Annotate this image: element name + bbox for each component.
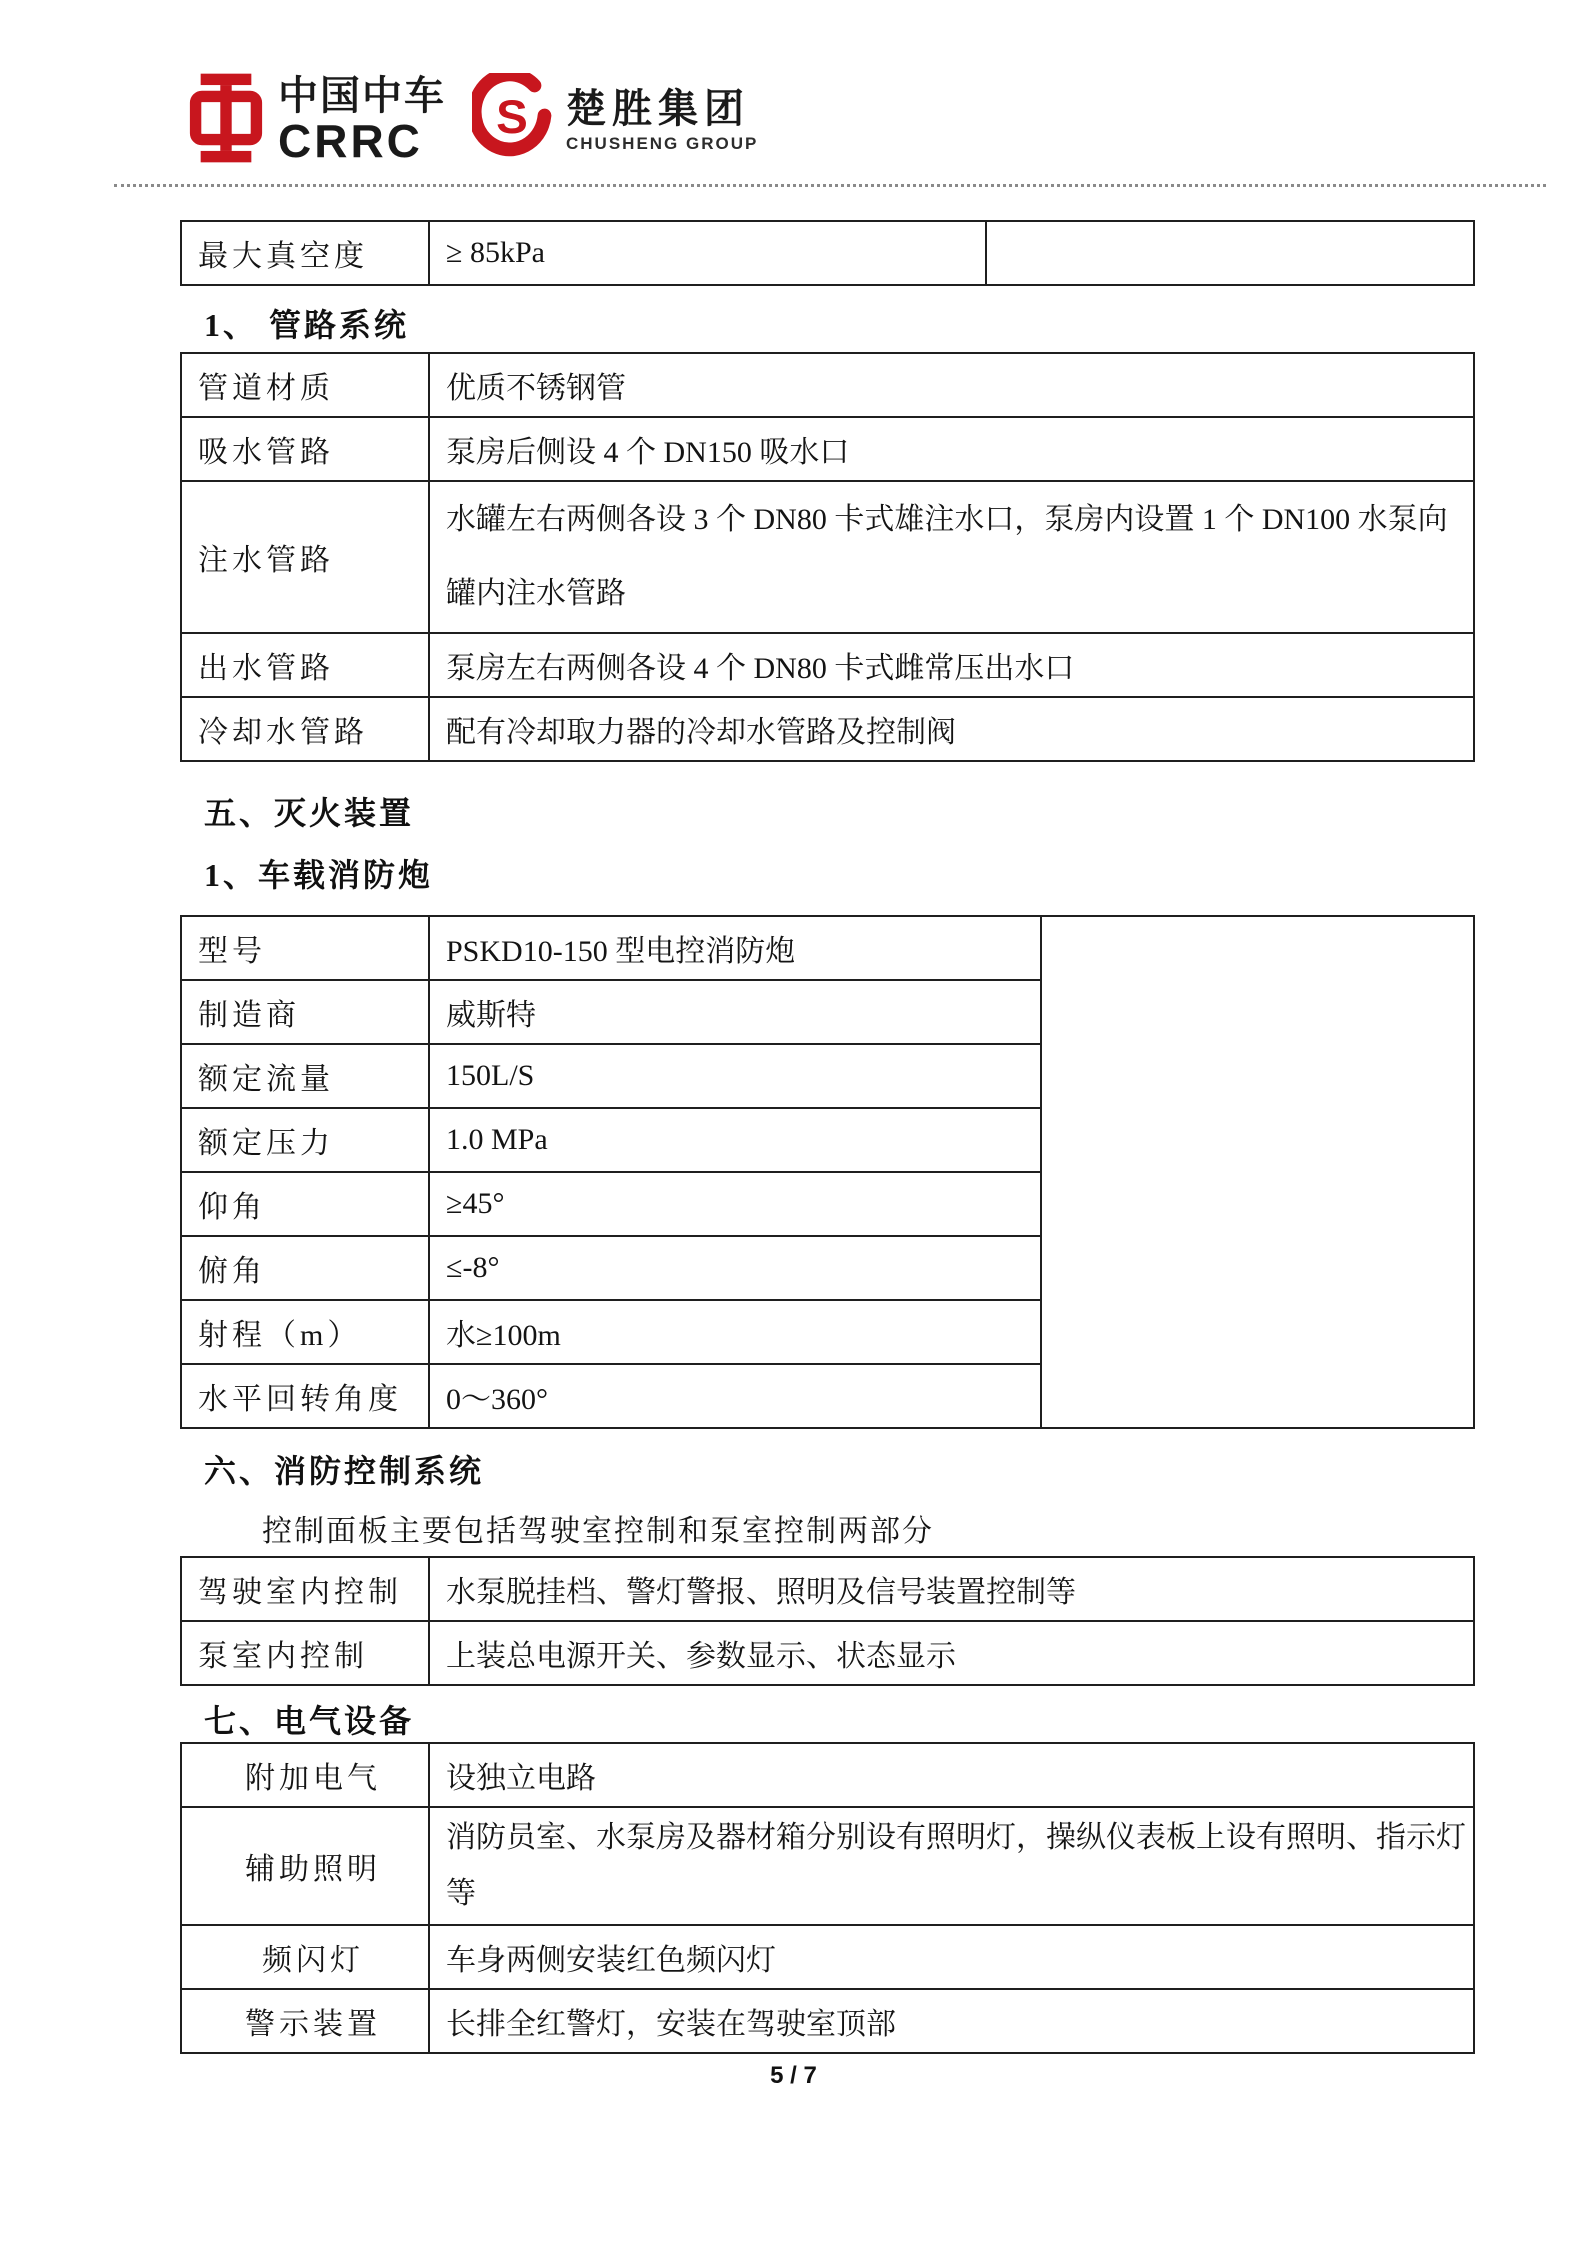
section-heading-control: 六、消防控制系统 (204, 1453, 485, 1489)
spec-label-cell: 冷却水管路 (181, 697, 429, 761)
spec-value-cell: 水≥100m (429, 1300, 1041, 1364)
section-heading-piping: 1、 管路系统 (204, 307, 410, 343)
spec-value-cell: ≥ 85kPa (429, 221, 986, 285)
table-row (181, 1621, 1474, 1685)
crrc-logo (188, 73, 446, 168)
spec-table-monitor (180, 915, 1475, 1429)
table-row (181, 221, 1474, 285)
header-divider (114, 184, 1546, 187)
chusheng-emblem-icon (472, 73, 552, 168)
table-row (181, 1925, 1474, 1989)
chusheng-name-en: CHUSHENG GROUP (566, 133, 759, 153)
spec-label-cell: 俯角 (181, 1236, 429, 1300)
spec-label-cell: 仰角 (181, 1172, 429, 1236)
table-row (181, 353, 1474, 417)
spec-value-cell: 1.0 MPa (429, 1108, 1041, 1172)
spec-label-cell: 泵室内控制 (181, 1621, 429, 1685)
crrc-logo-text (278, 74, 446, 167)
spec-label-cell: 射程（m） (181, 1300, 429, 1364)
spec-value-cell: 威斯特 (429, 980, 1041, 1044)
table-row (181, 1807, 1474, 1925)
control-intro-text: 控制面板主要包括驾驶室控制和泵室控制两部分 (262, 1515, 934, 1548)
spec-value-cell: 泵房后侧设 4 个 DN150 吸水口 (429, 417, 1474, 481)
spec-table-electrical (180, 1742, 1475, 2054)
table-row (181, 1557, 1474, 1621)
spec-value-cell: 150L/S (429, 1044, 1041, 1108)
spec-label-cell: 制造商 (181, 980, 429, 1044)
table-row (181, 916, 1474, 980)
spec-value-cell: ≤-8° (429, 1236, 1041, 1300)
table-row (181, 1743, 1474, 1807)
page-header (188, 72, 758, 168)
spec-value-cell: 水泵脱挂档、警灯警报、照明及信号装置控制等 (429, 1557, 1474, 1621)
table-row (181, 697, 1474, 761)
spec-label-cell: 水平回转角度 (181, 1364, 429, 1428)
spec-value-cell: 消防员室、水泵房及器材箱分别设有照明灯，操纵仪表板上设有照明、指示灯等 (429, 1807, 1474, 1925)
table-row (181, 633, 1474, 697)
chusheng-logo-text (566, 86, 759, 153)
table-row (181, 1989, 1474, 2053)
spec-value-cell: 设独立电路 (429, 1743, 1474, 1807)
spec-label-cell: 额定压力 (181, 1108, 429, 1172)
spec-label-cell: 管道材质 (181, 353, 429, 417)
spec-label-cell: 型号 (181, 916, 429, 980)
spec-table-carryover (180, 220, 1475, 286)
table-row (181, 481, 1474, 633)
chusheng-name-zh: 楚胜集团 (566, 86, 750, 131)
page-number: 5 / 7 (770, 2062, 817, 2089)
spec-label-cell: 吸水管路 (181, 417, 429, 481)
spec-label-cell: 辅助照明 (181, 1807, 429, 1925)
spec-label-cell: 附加电气 (181, 1743, 429, 1807)
spec-value-cell: 车身两侧安装红色频闪灯 (429, 1925, 1474, 1989)
crrc-emblem-icon (188, 73, 264, 168)
spec-label-cell: 额定流量 (181, 1044, 429, 1108)
crrc-name-en: CRRC (278, 115, 423, 167)
spec-label-cell: 出水管路 (181, 633, 429, 697)
svg-text:S: S (496, 90, 528, 144)
spec-side-cell (1041, 916, 1474, 1428)
spec-note-cell (986, 221, 1474, 285)
spec-label-cell: 频闪灯 (181, 1925, 429, 1989)
spec-label-cell: 最大真空度 (181, 221, 429, 285)
spec-value-cell: 0～360° (429, 1364, 1041, 1428)
section-heading-electrical: 七、电气设备 (204, 1703, 415, 1739)
spec-value-cell: 优质不锈钢管 (429, 353, 1474, 417)
chusheng-logo (472, 73, 758, 168)
table-row (181, 417, 1474, 481)
spec-value-cell: 配有冷却取力器的冷却水管路及控制阀 (429, 697, 1474, 761)
spec-value-cell: 上装总电源开关、参数显示、状态显示 (429, 1621, 1474, 1685)
spec-label-cell: 驾驶室内控制 (181, 1557, 429, 1621)
subsection-heading-monitor: 1、车载消防炮 (204, 857, 434, 893)
spec-label-cell: 警示装置 (181, 1989, 429, 2053)
spec-table-piping (180, 352, 1475, 762)
spec-value-cell: 水罐左右两侧各设 3 个 DN80 卡式雄注水口，泵房内设置 1 个 DN100 水泵向罐内注水管路 (429, 481, 1474, 633)
crrc-name-zh: 中国中车 (278, 74, 446, 118)
spec-value-cell: PSKD10-150 型电控消防炮 (429, 916, 1041, 980)
spec-table-control (180, 1556, 1475, 1686)
section-heading-extinguishing: 五、灭火装置 (204, 795, 415, 831)
spec-value-cell: 泵房左右两侧各设 4 个 DN80 卡式雌常压出水口 (429, 633, 1474, 697)
spec-value-cell: 长排全红警灯，安装在驾驶室顶部 (429, 1989, 1474, 2053)
spec-label-cell: 注水管路 (181, 481, 429, 633)
spec-value-cell: ≥45° (429, 1172, 1041, 1236)
